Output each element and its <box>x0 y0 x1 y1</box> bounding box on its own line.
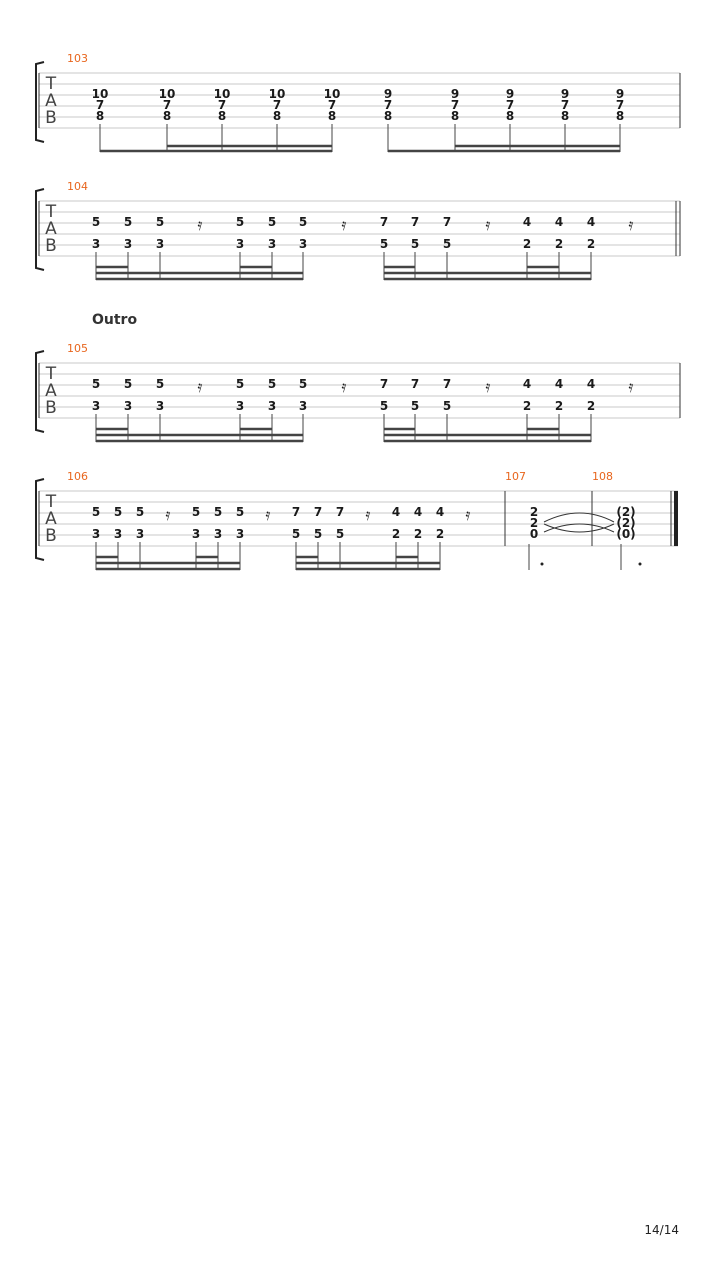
tab-letter-a: A <box>45 219 57 239</box>
sixteenth-rest-icon: 𝄿 <box>485 377 491 396</box>
fret-number: 5 <box>410 399 420 413</box>
fret-number: 5 <box>410 237 420 251</box>
note-column <box>555 377 563 413</box>
fret-number: 8 <box>615 109 625 123</box>
fret-number: 5 <box>267 377 277 391</box>
fret-number: 5 <box>91 505 101 519</box>
fret-number: 4 <box>586 377 596 391</box>
note-column <box>436 505 444 541</box>
sixteenth-rest-icon: 𝄿 <box>341 377 347 396</box>
note-column <box>380 215 388 251</box>
fret-number: 7 <box>162 98 172 112</box>
tab-letter-a: A <box>45 91 57 111</box>
fret-number: 5 <box>298 377 308 391</box>
fret-number: 3 <box>298 237 308 251</box>
note-column <box>269 87 286 123</box>
fret-number: 8 <box>95 109 105 123</box>
fret-number: 5 <box>213 505 223 519</box>
fret-number: 4 <box>522 215 532 229</box>
note-column <box>124 377 132 413</box>
fret-number: 2 <box>586 399 596 413</box>
fret-number: 8 <box>383 109 393 123</box>
note-column <box>523 215 531 251</box>
sixteenth-rest-icon: 𝄿 <box>365 505 371 524</box>
fret-number: (2) <box>616 505 636 519</box>
sixteenth-rest-icon: 𝄿 <box>197 377 203 396</box>
fret-number: (2) <box>616 516 636 530</box>
fret-number: 5 <box>442 237 452 251</box>
fret-number: 2 <box>554 399 564 413</box>
sixteenth-rest-icon: 𝄿 <box>628 377 634 396</box>
fret-number: 3 <box>91 399 101 413</box>
fret-number: 5 <box>313 527 323 541</box>
staff-lines <box>39 73 680 128</box>
system-1 <box>36 52 680 152</box>
note-column <box>451 87 459 123</box>
measure-number: 103 <box>67 52 88 65</box>
note-column <box>236 377 244 413</box>
fret-number: 5 <box>91 377 101 391</box>
fret-number: 8 <box>505 109 515 123</box>
fret-number: 4 <box>586 215 596 229</box>
fret-number: 5 <box>379 399 389 413</box>
fret-number: 7 <box>217 98 227 112</box>
final-barline-thick <box>674 491 678 546</box>
fret-number: 2 <box>435 527 445 541</box>
measure-number: 104 <box>67 180 88 193</box>
fret-number: 2 <box>391 527 401 541</box>
section-title: Outro <box>92 312 138 328</box>
fret-number: 5 <box>291 527 301 541</box>
tab-letter-t: T <box>45 202 57 222</box>
fret-number: 2 <box>554 237 564 251</box>
fret-number: 9 <box>383 87 393 101</box>
note-column <box>156 377 164 413</box>
note-column <box>268 215 276 251</box>
fret-number: 7 <box>95 98 105 112</box>
note-column <box>336 505 344 541</box>
fret-number: 3 <box>267 399 277 413</box>
system-bracket <box>36 62 44 142</box>
fret-number: 3 <box>91 237 101 251</box>
note-column <box>236 215 244 251</box>
note-column <box>292 505 300 541</box>
note-column <box>192 505 200 541</box>
fret-number: 3 <box>235 237 245 251</box>
fret-number: 7 <box>327 98 337 112</box>
note-column <box>92 215 100 251</box>
fret-number: 7 <box>335 505 345 519</box>
note-column <box>443 215 451 251</box>
fret-number: 8 <box>450 109 460 123</box>
fret-number: 5 <box>267 215 277 229</box>
note-column <box>159 87 176 123</box>
staff-lines <box>39 363 680 418</box>
sixteenth-rest-icon: 𝄿 <box>265 505 271 524</box>
fret-number: 3 <box>113 527 123 541</box>
fret-number: 7 <box>379 377 389 391</box>
fret-number: 7 <box>410 215 420 229</box>
dot-icon <box>639 563 642 566</box>
note-column <box>506 87 514 123</box>
sixteenth-rest-icon: 𝄿 <box>628 215 634 234</box>
fret-number: 2 <box>529 516 539 530</box>
fret-number: 4 <box>435 505 445 519</box>
note-column <box>392 505 400 541</box>
note-column <box>616 87 624 123</box>
measure-number: 107 <box>505 470 526 483</box>
note-column <box>92 377 100 413</box>
sixteenth-rest-icon: 𝄿 <box>465 505 471 524</box>
fret-number: 7 <box>383 98 393 112</box>
measure-number: 105 <box>67 342 88 355</box>
note-column <box>136 505 144 541</box>
fret-number: 7 <box>505 98 515 112</box>
fret-number: 3 <box>91 527 101 541</box>
tab-letter-a: A <box>45 381 57 401</box>
fret-number: 4 <box>522 377 532 391</box>
note-column <box>214 87 231 123</box>
fret-number: 2 <box>586 237 596 251</box>
note-column <box>380 377 388 413</box>
fret-number: 7 <box>313 505 323 519</box>
note-column <box>156 215 164 251</box>
fret-number: 8 <box>327 109 337 123</box>
page-indicator: 14/14 <box>644 1223 679 1237</box>
system-4 <box>36 470 678 570</box>
fret-number: 10 <box>158 87 176 101</box>
tab-letter-t: T <box>45 492 57 512</box>
fret-number: 5 <box>113 505 123 519</box>
fret-number: 5 <box>123 215 133 229</box>
note-column <box>314 505 322 541</box>
fret-number: 5 <box>191 505 201 519</box>
fret-number: 7 <box>442 377 452 391</box>
fret-number: 7 <box>379 215 389 229</box>
note-column <box>530 505 538 541</box>
note-column <box>414 505 422 541</box>
note-column <box>324 87 341 123</box>
fret-number: 5 <box>123 377 133 391</box>
note-column <box>561 87 569 123</box>
tab-letter-b: B <box>45 398 57 418</box>
fret-number: 3 <box>155 399 165 413</box>
fret-number: 2 <box>413 527 423 541</box>
note-column <box>411 377 419 413</box>
fret-number: 5 <box>91 215 101 229</box>
note-column <box>92 505 100 541</box>
fret-number: 9 <box>450 87 460 101</box>
fret-number: 3 <box>298 399 308 413</box>
tab-letter-t: T <box>45 364 57 384</box>
fret-number: 10 <box>268 87 286 101</box>
note-column <box>587 377 595 413</box>
sixteenth-rest-icon: 𝄿 <box>485 215 491 234</box>
fret-number: 2 <box>529 505 539 519</box>
fret-number: 5 <box>379 237 389 251</box>
fret-number: 9 <box>505 87 515 101</box>
tab-letter-b: B <box>45 108 57 128</box>
fret-number: 5 <box>442 399 452 413</box>
tab-letter-t: T <box>45 74 57 94</box>
fret-number: 7 <box>442 215 452 229</box>
note-column <box>616 505 635 541</box>
system-3 <box>36 342 680 442</box>
fret-number: 8 <box>272 109 282 123</box>
note-column <box>299 215 307 251</box>
note-column <box>268 377 276 413</box>
fret-number: 9 <box>560 87 570 101</box>
sixteenth-rest-icon: 𝄿 <box>197 215 203 234</box>
sixteenth-rest-icon: 𝄿 <box>165 505 171 524</box>
fret-number: (0) <box>616 527 636 541</box>
tab-letter-a: A <box>45 509 57 529</box>
fret-number: 3 <box>155 237 165 251</box>
fret-number: 5 <box>155 215 165 229</box>
note-column <box>523 377 531 413</box>
fret-number: 8 <box>217 109 227 123</box>
fret-number: 3 <box>267 237 277 251</box>
fret-number: 10 <box>91 87 109 101</box>
fret-number: 4 <box>413 505 423 519</box>
fret-number: 0 <box>529 527 539 541</box>
system-2 <box>36 180 680 280</box>
note-column <box>384 87 392 123</box>
fret-number: 7 <box>560 98 570 112</box>
fret-number: 4 <box>554 215 564 229</box>
fret-number: 9 <box>615 87 625 101</box>
fret-number: 8 <box>162 109 172 123</box>
note-column <box>92 87 109 123</box>
fret-number: 3 <box>123 237 133 251</box>
fret-number: 4 <box>554 377 564 391</box>
note-column <box>587 215 595 251</box>
fret-number: 10 <box>323 87 341 101</box>
fret-number: 3 <box>123 399 133 413</box>
fret-number: 7 <box>615 98 625 112</box>
fret-number: 2 <box>522 399 532 413</box>
fret-number: 10 <box>213 87 231 101</box>
note-column <box>555 215 563 251</box>
tie-arcs <box>544 513 614 532</box>
note-column <box>214 505 222 541</box>
fret-number: 7 <box>272 98 282 112</box>
note-column <box>236 505 244 541</box>
note-column <box>299 377 307 413</box>
fret-number: 7 <box>291 505 301 519</box>
measure-number: 106 <box>67 470 88 483</box>
fret-number: 5 <box>235 215 245 229</box>
note-column <box>114 505 122 541</box>
fret-number: 5 <box>298 215 308 229</box>
fret-number: 7 <box>450 98 460 112</box>
tab-letter-b: B <box>45 526 57 546</box>
fret-number: 3 <box>135 527 145 541</box>
fret-number: 3 <box>235 527 245 541</box>
fret-number: 5 <box>135 505 145 519</box>
fret-number: 5 <box>235 377 245 391</box>
fret-number: 3 <box>235 399 245 413</box>
fret-number: 3 <box>213 527 223 541</box>
tab-letter-b: B <box>45 236 57 256</box>
fret-number: 5 <box>335 527 345 541</box>
note-column <box>124 215 132 251</box>
note-column <box>443 377 451 413</box>
fret-number: 2 <box>522 237 532 251</box>
staff-lines <box>39 201 680 256</box>
fret-number: 5 <box>155 377 165 391</box>
fret-number: 3 <box>191 527 201 541</box>
dot-icon <box>541 563 544 566</box>
fret-number: 4 <box>391 505 401 519</box>
measure-number: 108 <box>592 470 613 483</box>
sixteenth-rest-icon: 𝄿 <box>341 215 347 234</box>
fret-number: 5 <box>235 505 245 519</box>
note-column <box>411 215 419 251</box>
fret-number: 7 <box>410 377 420 391</box>
fret-number: 8 <box>560 109 570 123</box>
